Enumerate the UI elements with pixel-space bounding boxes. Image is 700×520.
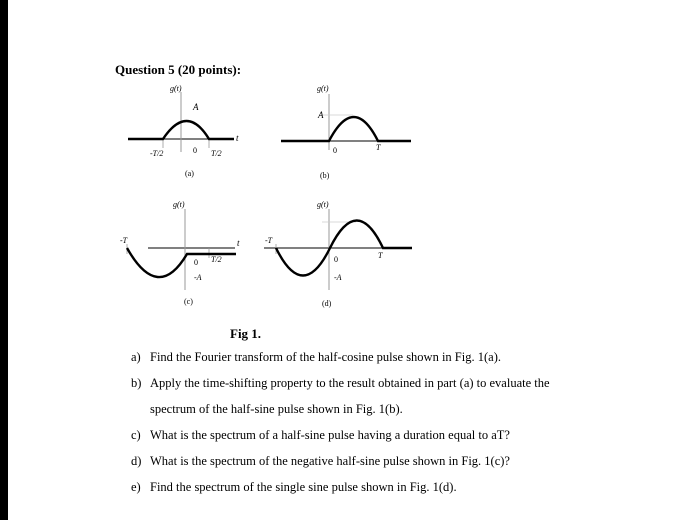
question-e-letter: e): [131, 480, 141, 494]
panel-d-neg-amp-label: -A: [334, 273, 342, 282]
panel-a-amp-label: A: [193, 102, 199, 112]
panel-b-amp-label: A: [318, 110, 324, 120]
panel-a-t-label: t: [236, 133, 239, 143]
panel-d-ylabel: g(t): [317, 200, 329, 209]
panel-a-label: (a): [185, 169, 194, 178]
question-a-letter: a): [131, 350, 141, 364]
panel-d-tick-zero: 0: [334, 255, 338, 264]
panel-b-label: (b): [320, 171, 330, 180]
question-e: [131, 480, 457, 495]
panel-c-t-label: t: [237, 238, 240, 248]
question-c-text: What is the spectrum of a half-sine pulse having a duration equal to aT?: [150, 428, 510, 442]
panel-a-ylabel: g(t): [170, 84, 182, 93]
question-a-text: Find the Fourier transform of the half-cosine pulse shown in Fig. 1(a).: [150, 350, 501, 364]
panel-a-tick-left: -T/2: [150, 149, 164, 158]
panel-b-waveform: [281, 117, 411, 141]
question-b-text-line2: spectrum of the half-sine pulse shown in Fig. 1(b).: [150, 402, 403, 416]
question-d: [131, 454, 510, 469]
panel-b: [281, 84, 411, 180]
panel-c-ylabel: g(t): [173, 200, 185, 209]
panel-c-neg-amp-label: -A: [194, 273, 202, 282]
panel-d-label: (d): [322, 299, 332, 308]
panel-d-tick-left: -T: [265, 236, 273, 245]
question-b-text-line1: Apply the time-shifting property to the result obtained in part (a) to evaluate the: [150, 376, 550, 390]
question-b-continuation: [131, 402, 403, 417]
panel-b-tick-right: T: [376, 143, 381, 152]
panel-a-tick-right: T/2: [211, 149, 222, 158]
question-e-text: Find the spectrum of the single sine pulse shown in Fig. 1(d).: [150, 480, 457, 494]
panel-d: [264, 200, 412, 308]
panel-b-ylabel: g(t): [317, 84, 329, 93]
panel-c: [120, 200, 240, 306]
figure-caption: Fig 1.: [230, 326, 262, 341]
question-c-letter: c): [131, 428, 141, 442]
panel-c-label: (c): [184, 297, 193, 306]
question-b: [131, 376, 550, 391]
question-a: [131, 350, 501, 365]
panel-a: [128, 84, 239, 178]
question-d-letter: d): [131, 454, 142, 468]
panel-a-tick-zero: 0: [193, 146, 197, 155]
panel-c-tick-right: T/2: [211, 255, 222, 264]
question-title: Question 5 (20 points):: [115, 62, 242, 77]
question-b-letter: b): [131, 376, 142, 390]
panel-d-tick-right: T: [378, 251, 383, 260]
question-c: [131, 428, 510, 443]
question-d-text: What is the spectrum of the negative half-sine pulse shown in Fig. 1(c)?: [150, 454, 510, 468]
panel-b-tick-zero: 0: [333, 146, 337, 155]
panel-c-tick-left: -T: [120, 236, 128, 245]
panel-c-tick-zero: 0: [194, 258, 198, 267]
